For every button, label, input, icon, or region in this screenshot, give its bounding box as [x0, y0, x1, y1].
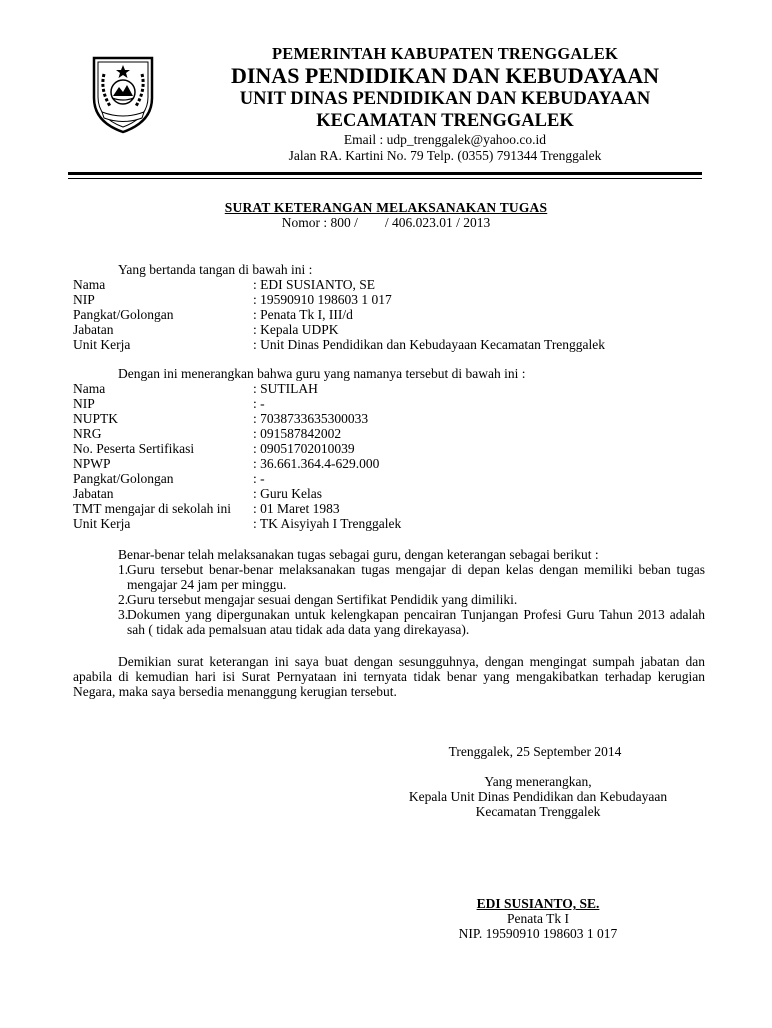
letterhead-line-3: UNIT DINAS PENDIDIKAN DAN KEBUDAYAAN — [239, 89, 651, 109]
table-row: Unit Kerja : Unit Dinas Pendidikan dan Kebudayaan Kecamatan Trenggalek — [73, 337, 606, 352]
table-row: NIP : 19590910 198603 1 017 — [73, 292, 392, 307]
letterhead-line-1: PEMERINTAH KABUPATEN TRENGGALEK — [271, 44, 618, 63]
table-row: No. Peserta Sertifikasi : 09051702010039 — [73, 441, 355, 456]
signer-rank: Penata Tk I — [507, 911, 569, 926]
signer-identity — [380, 896, 696, 941]
table-row: Jabatan : Guru Kelas — [73, 486, 322, 501]
letterhead — [190, 44, 700, 164]
header-divider-thick — [68, 172, 702, 175]
signer-fields — [73, 277, 605, 352]
letter-number: Nomor : 800 / / 406.023.01 / 2013 — [281, 215, 491, 230]
table-row: Pangkat/Golongan : Penata Tk I, III/d — [73, 307, 353, 322]
list-item: 2. Guru tersebut mengajar sesuai dengan Sertifikat Pendidik yang dimiliki. — [118, 592, 518, 607]
place-date: Trenggalek, 25 September 2014 — [448, 744, 622, 759]
table-row: NUPTK : 7038733635300033 — [73, 411, 369, 426]
signer-role-1: Yang menerangkan, — [484, 774, 592, 789]
regency-crest-icon — [88, 52, 158, 134]
table-row: Nama : SUTILAH — [73, 381, 318, 396]
table-row: NRG : 091587842002 — [73, 426, 342, 441]
letter-title: SURAT KETERANGAN MELAKSANAKAN TUGAS — [224, 200, 548, 215]
table-row: NPWP : 36.661.364.4-629.000 — [73, 456, 380, 471]
letterhead-address: Jalan RA. Kartini No. 79 Telp. (0355) 791344 Trenggalek — [288, 148, 602, 163]
signer-name: EDI SUSIANTO, SE. — [476, 896, 600, 911]
signer-role-2: Kepala Unit Dinas Pendidikan dan Kebudayaan — [408, 789, 668, 804]
table-row: Jabatan : Kepala UDPK — [73, 322, 339, 337]
table-row: TMT mengajar di sekolah ini : 01 Maret 1983 — [73, 501, 340, 516]
letterhead-line-4: KECAMATAN TRENGGALEK — [316, 111, 574, 131]
signer-intro: Yang bertanda tangan di bawah ini : — [118, 262, 313, 277]
statement-intro: Benar-benar telah melaksanakan tugas sebagai guru, dengan keterangan sebagai berikut : — [118, 547, 599, 562]
table-row: Pangkat/Golongan : - — [73, 471, 265, 486]
closing-paragraph: Demikian surat keterangan ini saya buat dengan sesungguhnya, dengan mengingat sumpah jabatan dan apabila di kemudian hari isi Surat Pernyataan ini ternyata tidak benar yang mengakibatkan terhadap kerugian Negara, maka saya bersedia menanggung kerugian tersebut. — [73, 654, 705, 699]
signer-role-3: Kecamatan Trenggalek — [475, 804, 601, 819]
signer-nip: NIP. 19590910 198603 1 017 — [458, 926, 618, 941]
list-item: 1. Guru tersebut benar-benar melaksanakan tugas mengajar di depan kelas dengan memiliki beban tugas mengajar 24 jam per minggu. — [118, 562, 705, 592]
table-row: NIP : - — [73, 396, 265, 411]
list-item: 3. Dokumen yang dipergunakan untuk kelengkapan pencairan Tunjangan Profesi Guru Tahun 2013 adalah sah ( tidak ada pemalsuan atau tidak ada data yang direkayasa). — [118, 607, 705, 637]
teacher-fields — [73, 381, 401, 531]
table-row: Nama : EDI SUSIANTO, SE — [73, 277, 376, 292]
signature-block — [380, 774, 696, 819]
header-divider-thin — [68, 178, 702, 179]
statement-list — [73, 547, 705, 637]
table-row: Unit Kerja : TK Aisyiyah I Trenggalek — [73, 516, 402, 531]
teacher-intro: Dengan ini menerangkan bahwa guru yang namanya tersebut di bawah ini : — [118, 366, 526, 381]
letterhead-line-2: DINAS PENDIDIKAN DAN KEBUDAYAAN — [230, 63, 660, 88]
letterhead-email: Email : udp_trenggalek@yahoo.co.id — [343, 132, 547, 147]
letter-title-block — [0, 200, 772, 230]
